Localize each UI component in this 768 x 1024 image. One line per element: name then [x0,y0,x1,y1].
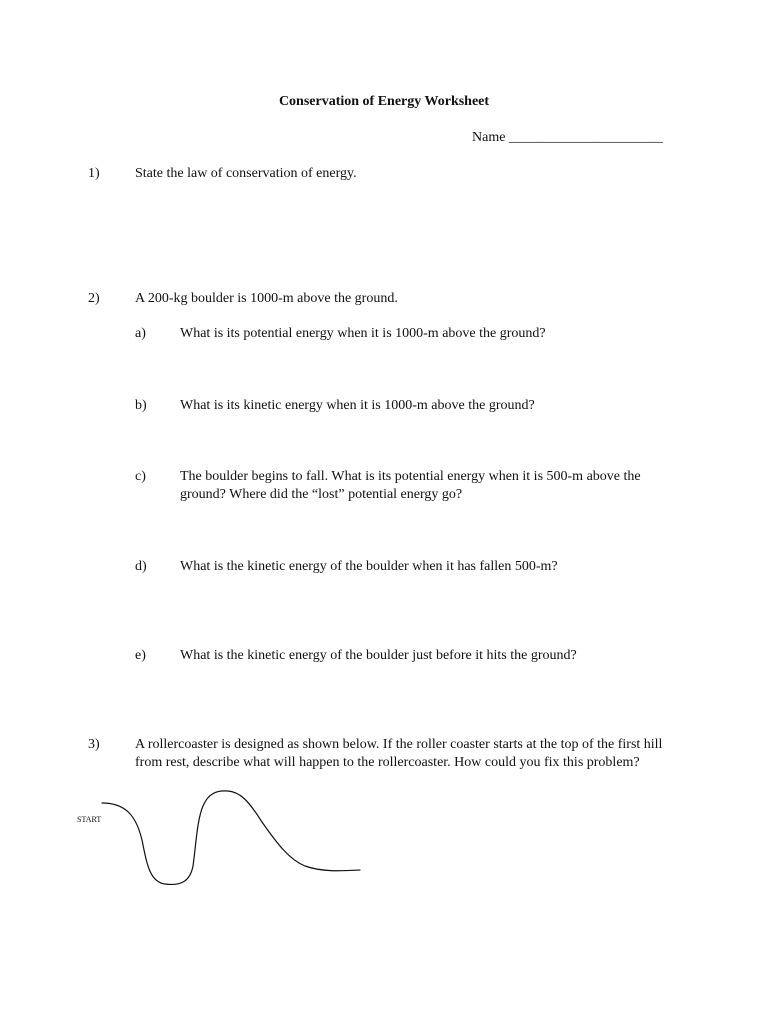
question-2d-label: d) [135,559,147,574]
question-2b-text: What is its kinetic energy when it is 1000-m above the ground? [180,398,535,413]
question-2a-text: What is its potential energy when it is 1000-m above the ground? [180,326,546,341]
question-2-number: 2) [88,291,100,306]
question-2c-label: c) [135,469,146,484]
question-3-text: A rollercoaster is designed as shown below. If the roller coaster starts at the top of the first hill from rest, describe what will happen to the rollercoaster. How could you fix this problem? [135,737,663,770]
question-2e-label: e) [135,648,146,663]
question-2b-label: b) [135,398,147,413]
question-3-number: 3) [88,737,100,752]
rollercoaster-track-path [102,791,360,885]
question-2e-text: What is the kinetic energy of the boulder just before it hits the ground? [180,648,577,663]
name-field: Name ______________________ [472,130,663,145]
start-label: START [77,815,102,824]
question-2d-text: What is the kinetic energy of the boulder when it has fallen 500-m? [180,559,558,574]
question-1-number: 1) [88,166,100,181]
worksheet-title: Conservation of Energy Worksheet [278,94,490,109]
question-2c-text: The boulder begins to fall. What is its potential energy when it is 500-m above the ground? Where did the “lost” potential energy go? [180,469,641,502]
question-2-text: A 200-kg boulder is 1000-m above the ground. [135,291,398,306]
question-2a-label: a) [135,326,146,341]
question-1-text: State the law of conservation of energy. [135,166,357,181]
